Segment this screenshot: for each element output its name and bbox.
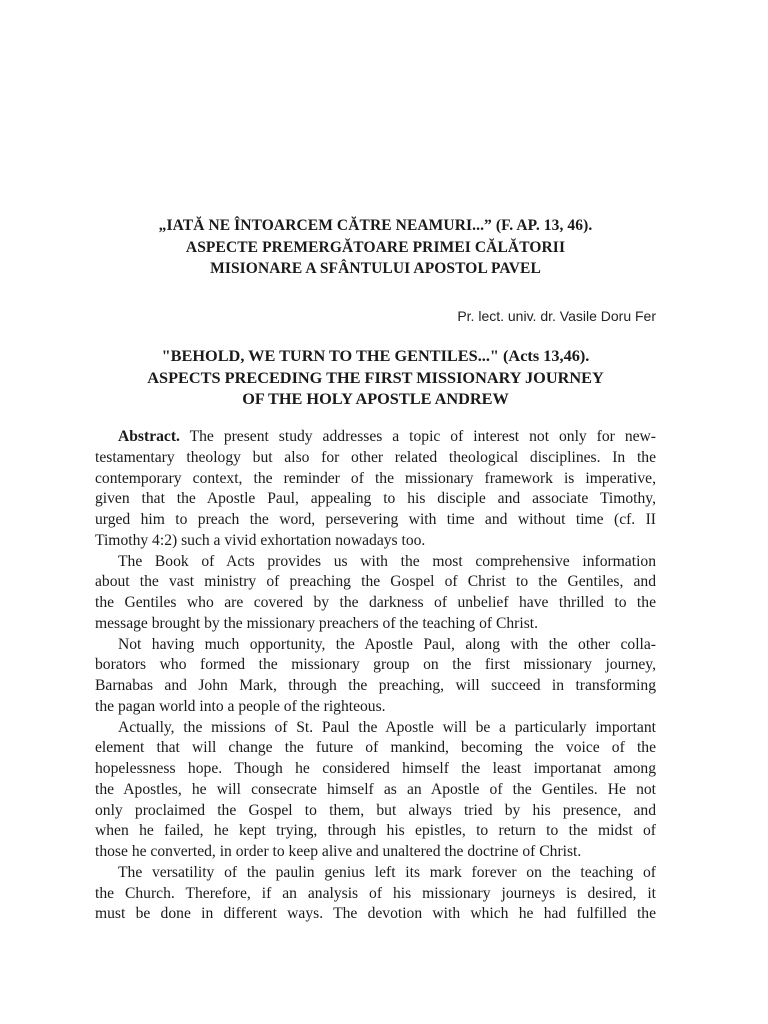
text-line: message brought by the missionary preachers of the teaching of Christ.	[95, 614, 539, 632]
author-line: Pr. lect. univ. dr. Vasile Doru Fer	[457, 308, 656, 324]
text-line: the Church. Therefore, if an analysis of his missionary journeys is desired, it	[95, 884, 656, 902]
text-line: contemporary context, the reminder of the missionary framework is imperative,	[95, 469, 656, 487]
text-line: The Book of Acts provides us with the most comprehensive information	[118, 552, 656, 570]
text-line: the Apostles, he will consecrate himself as an Apostle of the Gentiles. He not	[95, 780, 656, 798]
romanian-title-line: „IATĂ NE ÎNTOARCEM CĂTRE NEAMURI...” (F. AP. 13, 46).	[158, 217, 593, 234]
romanian-title	[95, 215, 656, 280]
english-title-line: OF THE HOLY APOSTLE ANDREW	[242, 389, 509, 408]
english-title-line: ASPECTS PRECEDING THE FIRST MISSIONARY JOURNEY	[147, 367, 604, 387]
text-line: Barnabas and John Mark, through the preaching, will succeed in transforming	[95, 677, 656, 694]
document-page	[95, 0, 656, 1024]
text-line	[95, 427, 656, 448]
abstract-label: Abstract.	[118, 428, 180, 445]
text-line: the pagan world into a people of the righteous.	[95, 697, 386, 715]
text-line: when he failed, he kept trying, through his epistles, to return to the midst of	[95, 822, 656, 840]
romanian-title-line: ASPECTE PREMERGĂTOARE PRIMEI CĂLĂTORII	[185, 238, 566, 256]
romanian-title-line: MISIONARE A SFÂNTULUI APOSTOL PAVEL	[210, 260, 541, 277]
text-line: urged him to preach the word, persevering with time and without time (cf. II	[95, 511, 656, 528]
text-line: Actually, the missions of St. Paul the Apostle will be a particularly important	[118, 718, 656, 736]
text-line: given that the Apostle Paul, appealing to his disciple and associate Timothy,	[95, 490, 656, 508]
text-line: about the vast ministry of preaching the Gospel of Christ to the Gentiles, and	[95, 573, 656, 591]
text-line: borators who formed the missionary group on the first missionary journey,	[95, 656, 656, 674]
english-title	[95, 345, 656, 410]
text-line: must be done in different ways. The devotion with which he had fulfilled the	[95, 905, 656, 923]
text-line: hopelessness hope. Though he considered himself the least importanat among	[95, 760, 656, 777]
text-line: Timothy 4:2) such a vivid exhortation nowadays too.	[95, 531, 426, 549]
abstract-body	[95, 427, 656, 925]
text-line: the Gentiles who are covered by the darkness of unbelief have thrilled to the	[95, 594, 656, 611]
text-line-content: The present study addresses a topic of interest not only for new-	[179, 428, 656, 445]
text-line: only proclaimed the Gospel to them, but always tried by his presence, and	[95, 801, 656, 819]
text-line: those he converted, in order to keep alive and unaltered the doctrine of Christ.	[95, 843, 582, 860]
text-line: Not having much opportunity, the Apostle Paul, along with the other colla-	[118, 635, 656, 653]
text-line: testamentary theology but also for other related theological disciplines. In the	[95, 448, 656, 466]
english-title-line: "BEHOLD, WE TURN TO THE GENTILES..." (Acts 13,46).	[161, 346, 590, 365]
text-line: The versatility of the paulin genius left its mark forever on the teaching of	[118, 863, 656, 881]
text-line: element that will change the future of mankind, becoming the voice of the	[95, 739, 656, 757]
